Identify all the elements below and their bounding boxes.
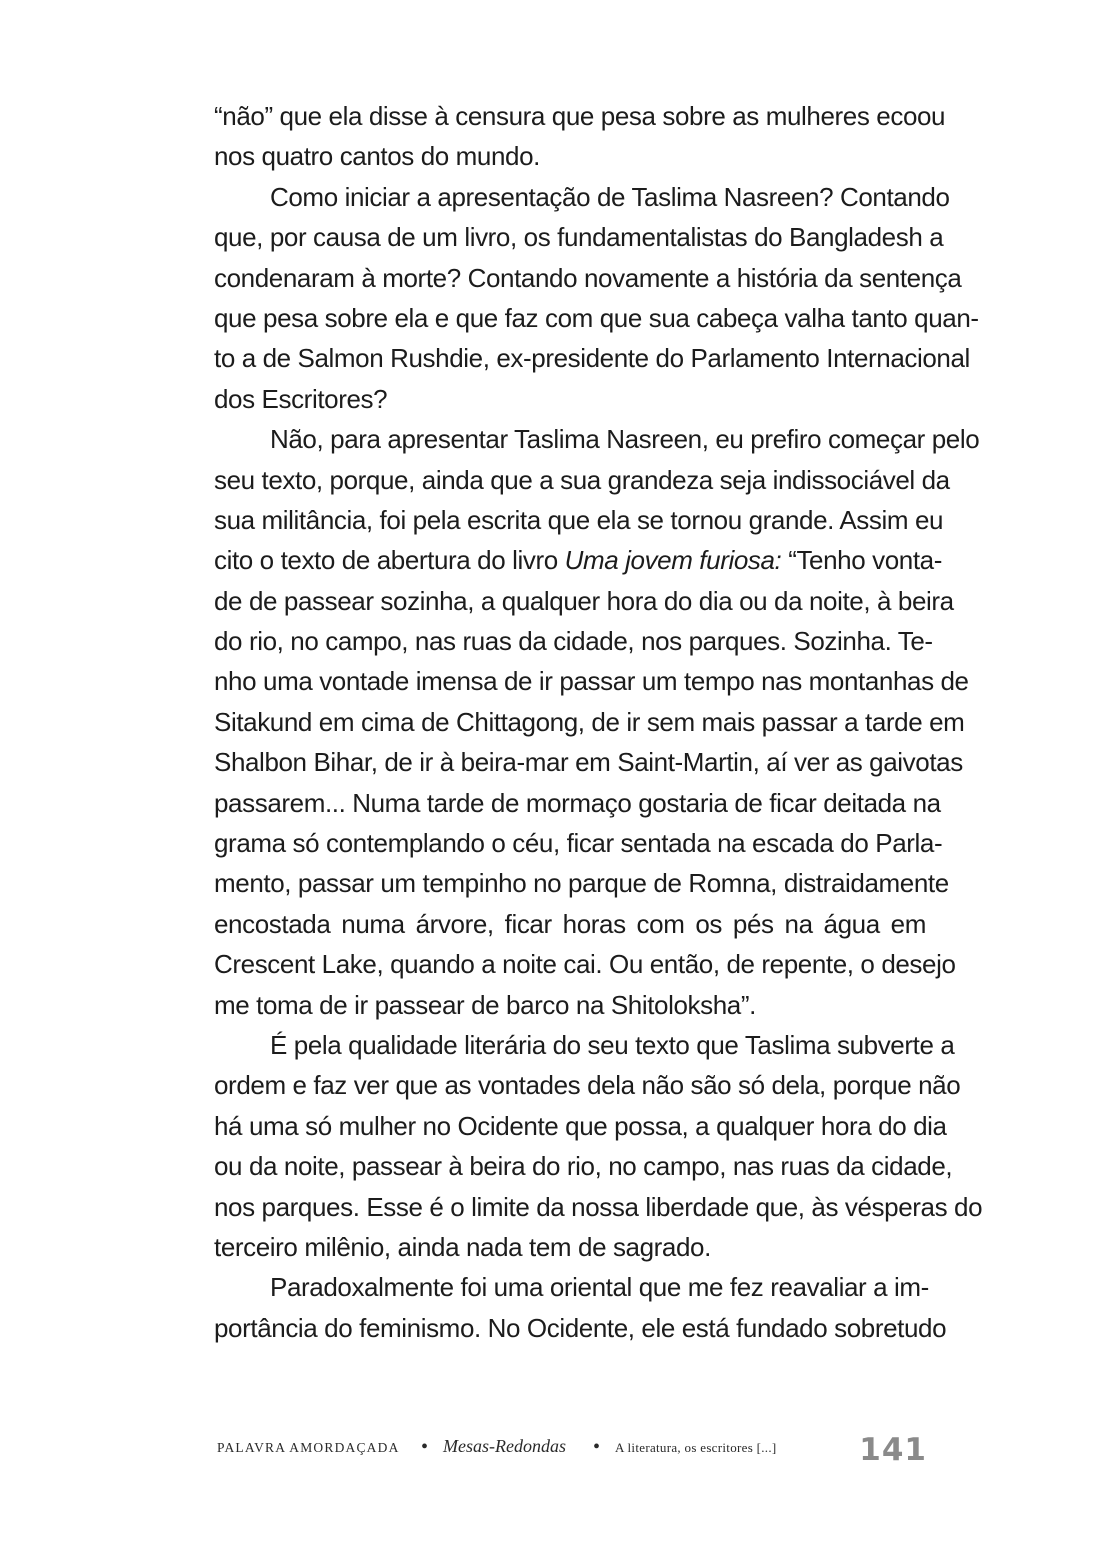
body-text (214, 96, 983, 1348)
text-line: Shalbon Bihar, de ir à beira-mar em Saint-Martin, aí ver as gaivotas (214, 747, 963, 778)
text-line: nos parques. Esse é o limite da nossa liberdade que, às vésperas do (214, 1191, 983, 1222)
text-line: ordem e faz ver que as vontades dela não são só dela, porque não (214, 1070, 961, 1101)
text-line: nos quatro cantos do mundo. (214, 141, 540, 172)
text-line: terceiro milênio, ainda nada tem de sagrado. (214, 1231, 711, 1262)
text-line: me toma de ir passear de barco na Shitoloksha”. (214, 989, 756, 1020)
text-line: portância do feminismo. No Ocidente, ele está fundado sobretudo (214, 1312, 947, 1343)
text-segment: “Tenho vonta- (781, 545, 942, 576)
text-line-with-title (214, 540, 942, 580)
text-line: to a de Salmon Rushdie, ex-presidente do Parlamento Internacional (214, 343, 970, 374)
text-line: que, por causa de um livro, os fundamentalistas do Bangladesh a (214, 222, 944, 253)
text-segment: cito o texto de abertura do livro (214, 545, 565, 576)
text-line: mento, passar um tempinho no parque de Romna, distraidamente (214, 868, 949, 899)
book-title: Uma jovem furiosa: (564, 545, 782, 576)
running-footer (217, 1432, 927, 1468)
footer-separator: • (421, 1436, 429, 1458)
paragraph-start-line: Não, para apresentar Taslima Nasreen, eu prefiro começar pelo (270, 424, 980, 455)
text-line: ou da noite, passear à beira do rio, no campo, nas ruas da cidade, (214, 1151, 953, 1182)
paragraph-start-line: Como iniciar a apresentação de Taslima Nasreen? Contando (270, 181, 950, 212)
footer-book-title: PALAVRA AMORDAÇADA (217, 1440, 400, 1455)
text-line: passarem... Numa tarde de mormaço gostaria de ficar deitada na (214, 787, 941, 818)
text-line: seu texto, porque, ainda que a sua grandeza seja indissociável da (214, 464, 950, 495)
text-line: do rio, no campo, nas ruas da cidade, nos parques. Sozinha. Te- (214, 626, 933, 657)
footer-chapter-title: A literatura, os escritores [...] (615, 1440, 777, 1455)
text-line: Crescent Lake, quando a noite cai. Ou então, de repente, o desejo (214, 949, 956, 980)
paragraph-start-line: É pela qualidade literária do seu texto que Taslima subverte a (270, 1029, 955, 1060)
text-line: nho uma vontade imensa de ir passar um tempo nas montanhas de (214, 666, 969, 697)
paragraph-start-line: Paradoxalmente foi uma oriental que me fez reavaliar a im- (270, 1272, 929, 1303)
text-line: Sitakund em cima de Chittagong, de ir sem mais passar a tarde em (214, 706, 965, 737)
footer-separator: • (593, 1436, 601, 1458)
text-line: que pesa sobre ela e que faz com que sua cabeça valha tanto quan- (214, 302, 979, 333)
footer-section-title: Mesas-Redondas (443, 1436, 566, 1456)
page-number: 141 (859, 1432, 927, 1468)
text-line: de de passear sozinha, a qualquer hora do dia ou da noite, à beira (214, 585, 954, 616)
text-line: há uma só mulher no Ocidente que possa, a qualquer hora do dia (214, 1110, 947, 1141)
text-line: dos Escritores? (214, 383, 388, 414)
text-line: “não” que ela disse à censura que pesa sobre as mulheres ecoou (214, 101, 946, 131)
text-line: encostada numa árvore, ficar horas com os pés na água em (214, 908, 926, 939)
text-line: grama só contemplando o céu, ficar sentada na escada do Parla- (214, 828, 943, 859)
text-line: sua militância, foi pela escrita que ela se tornou grande. Assim eu (214, 504, 944, 535)
text-line: condenaram à morte? Contando novamente a história da sentença (214, 262, 962, 293)
